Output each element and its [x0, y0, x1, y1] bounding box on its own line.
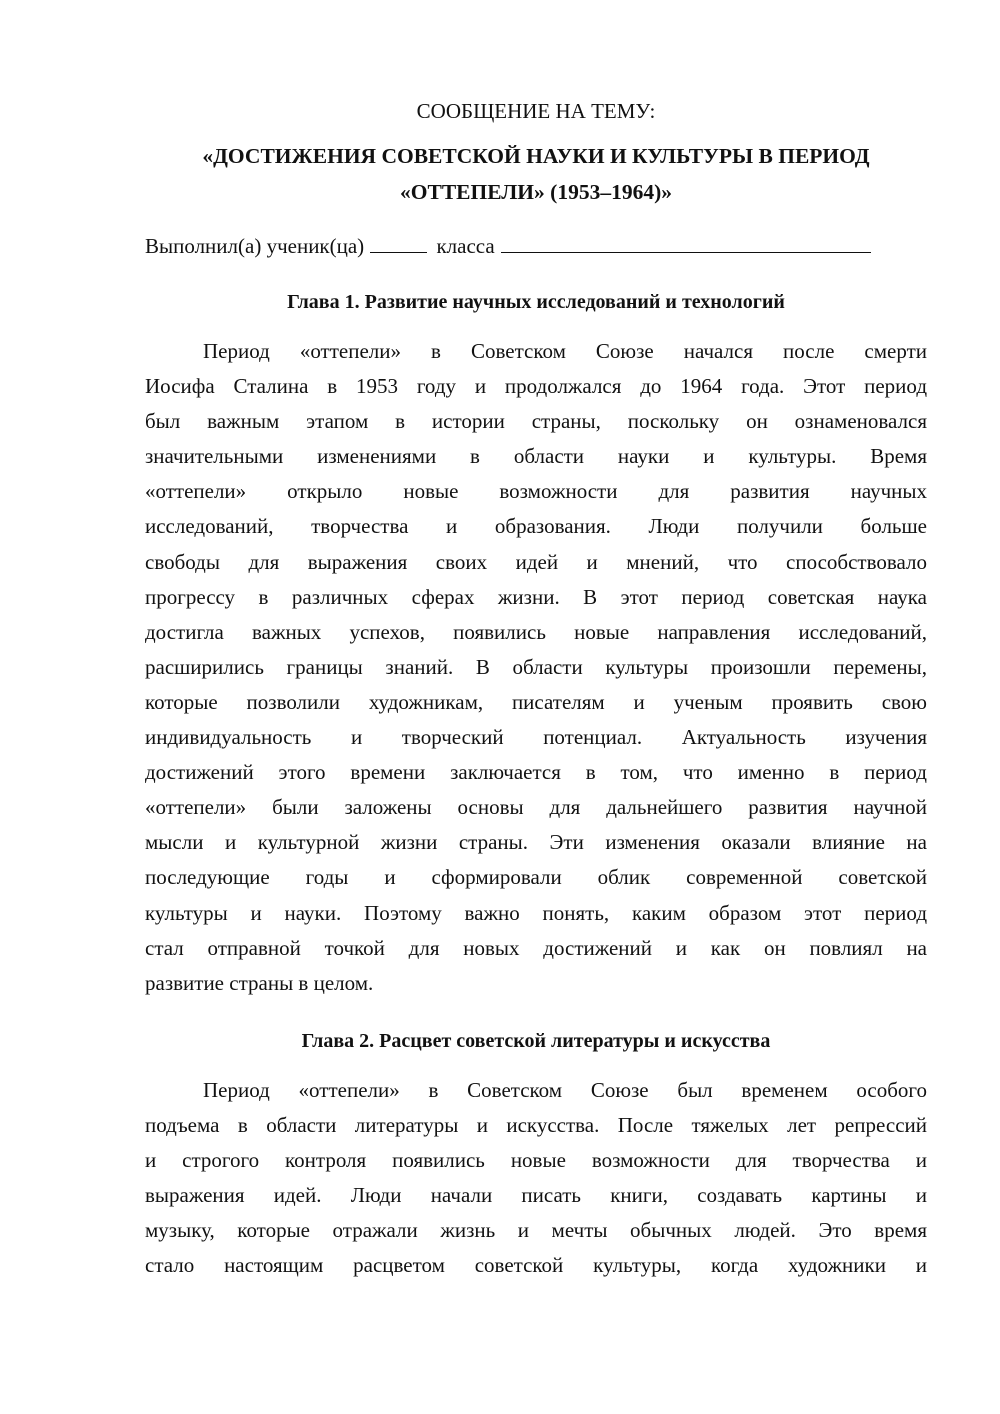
text-line: достигла важных успехов, появились новые направления исследований, [145, 619, 927, 644]
text-line: Период «оттепели» в Советском Союзе начался после смерти [203, 339, 927, 363]
text-line: «оттепели» были заложены основы для дальнейшего развития научной [145, 795, 927, 820]
text-line: выражения идей. Люди начали писать книги, создавать картины и [145, 1183, 927, 1208]
text-line: последующие годы и сформировали облик современной советской [145, 865, 927, 890]
chapter-2-paragraph [145, 1073, 927, 1284]
student-name-blank[interactable] [501, 230, 871, 253]
text-line: Период «оттепели» в Советском Союзе был временем особого [203, 1078, 927, 1102]
text-line: которые позволили художникам, писателям и ученым проявить свою [145, 689, 927, 714]
text-line: значительными изменениями в области науки и культуры. Время [145, 444, 927, 469]
class-number-blank[interactable] [370, 230, 427, 253]
text-line: свободы для выражения своих идей и мнений, что способствовало [145, 549, 927, 574]
text-line: культуры и науки. Поэтому важно понять, каким образом этот период [145, 900, 927, 925]
chapter-1-paragraph [145, 334, 927, 1001]
author-prefix: Выполнил(а) ученик(ца) [145, 234, 365, 258]
text-line: индивидуальность и творческий потенциал. Актуальность изучения [145, 725, 927, 750]
text-line: был важным этапом в истории страны, поскольку он ознаменовался [145, 409, 927, 434]
text-line: расширились границы знаний. В области культуры произошли перемены, [145, 654, 927, 679]
text-line: мысли и культурной жизни страны. Эти изменения оказали влияние на [145, 830, 927, 855]
chapter-1-heading: Глава 1. Развитие научных исследований и технологий [287, 291, 785, 313]
text-line: исследований, творчества и образования. Люди получили больше [145, 514, 927, 539]
document-title-line-1: «ДОСТИЖЕНИЯ СОВЕТСКОЙ НАУКИ И КУЛЬТУРЫ В ПЕРИОД [202, 144, 870, 168]
text-line: достижений этого времени заключается в том, что именно в период [145, 760, 927, 785]
class-word: класса [436, 234, 495, 258]
text-line: Иосифа Сталина в 1953 году и продолжался до 1964 года. Этот период [145, 374, 927, 399]
message-label: СООБЩЕНИЕ НА ТЕМУ: [416, 99, 656, 123]
text-line: музыку, которые отражали жизнь и мечты обычных людей. Это время [145, 1218, 927, 1243]
text-line: стал отправной точкой для новых достижений и как он повлиял на [145, 935, 927, 960]
text-line: развитие страны в целом. [145, 970, 374, 995]
chapter-2-heading: Глава 2. Расцвет советской литературы и искусства [301, 1030, 771, 1052]
text-line: подъема в области литературы и искусства. После тяжелых лет репрессий [145, 1113, 927, 1138]
text-line: прогрессу в различных сферах жизни. В этот период советская наука [145, 584, 927, 609]
document-title-line-2: «ОТТЕПЕЛИ» (1953–1964)» [400, 180, 672, 204]
author-line [145, 229, 927, 264]
text-line: стало настоящим расцветом советской культуры, когда художники и [145, 1253, 927, 1278]
text-line: и строгого контроля появились новые возможности для творчества и [145, 1148, 927, 1173]
text-line: «оттепели» открыло новые возможности для развития научных [145, 479, 927, 504]
